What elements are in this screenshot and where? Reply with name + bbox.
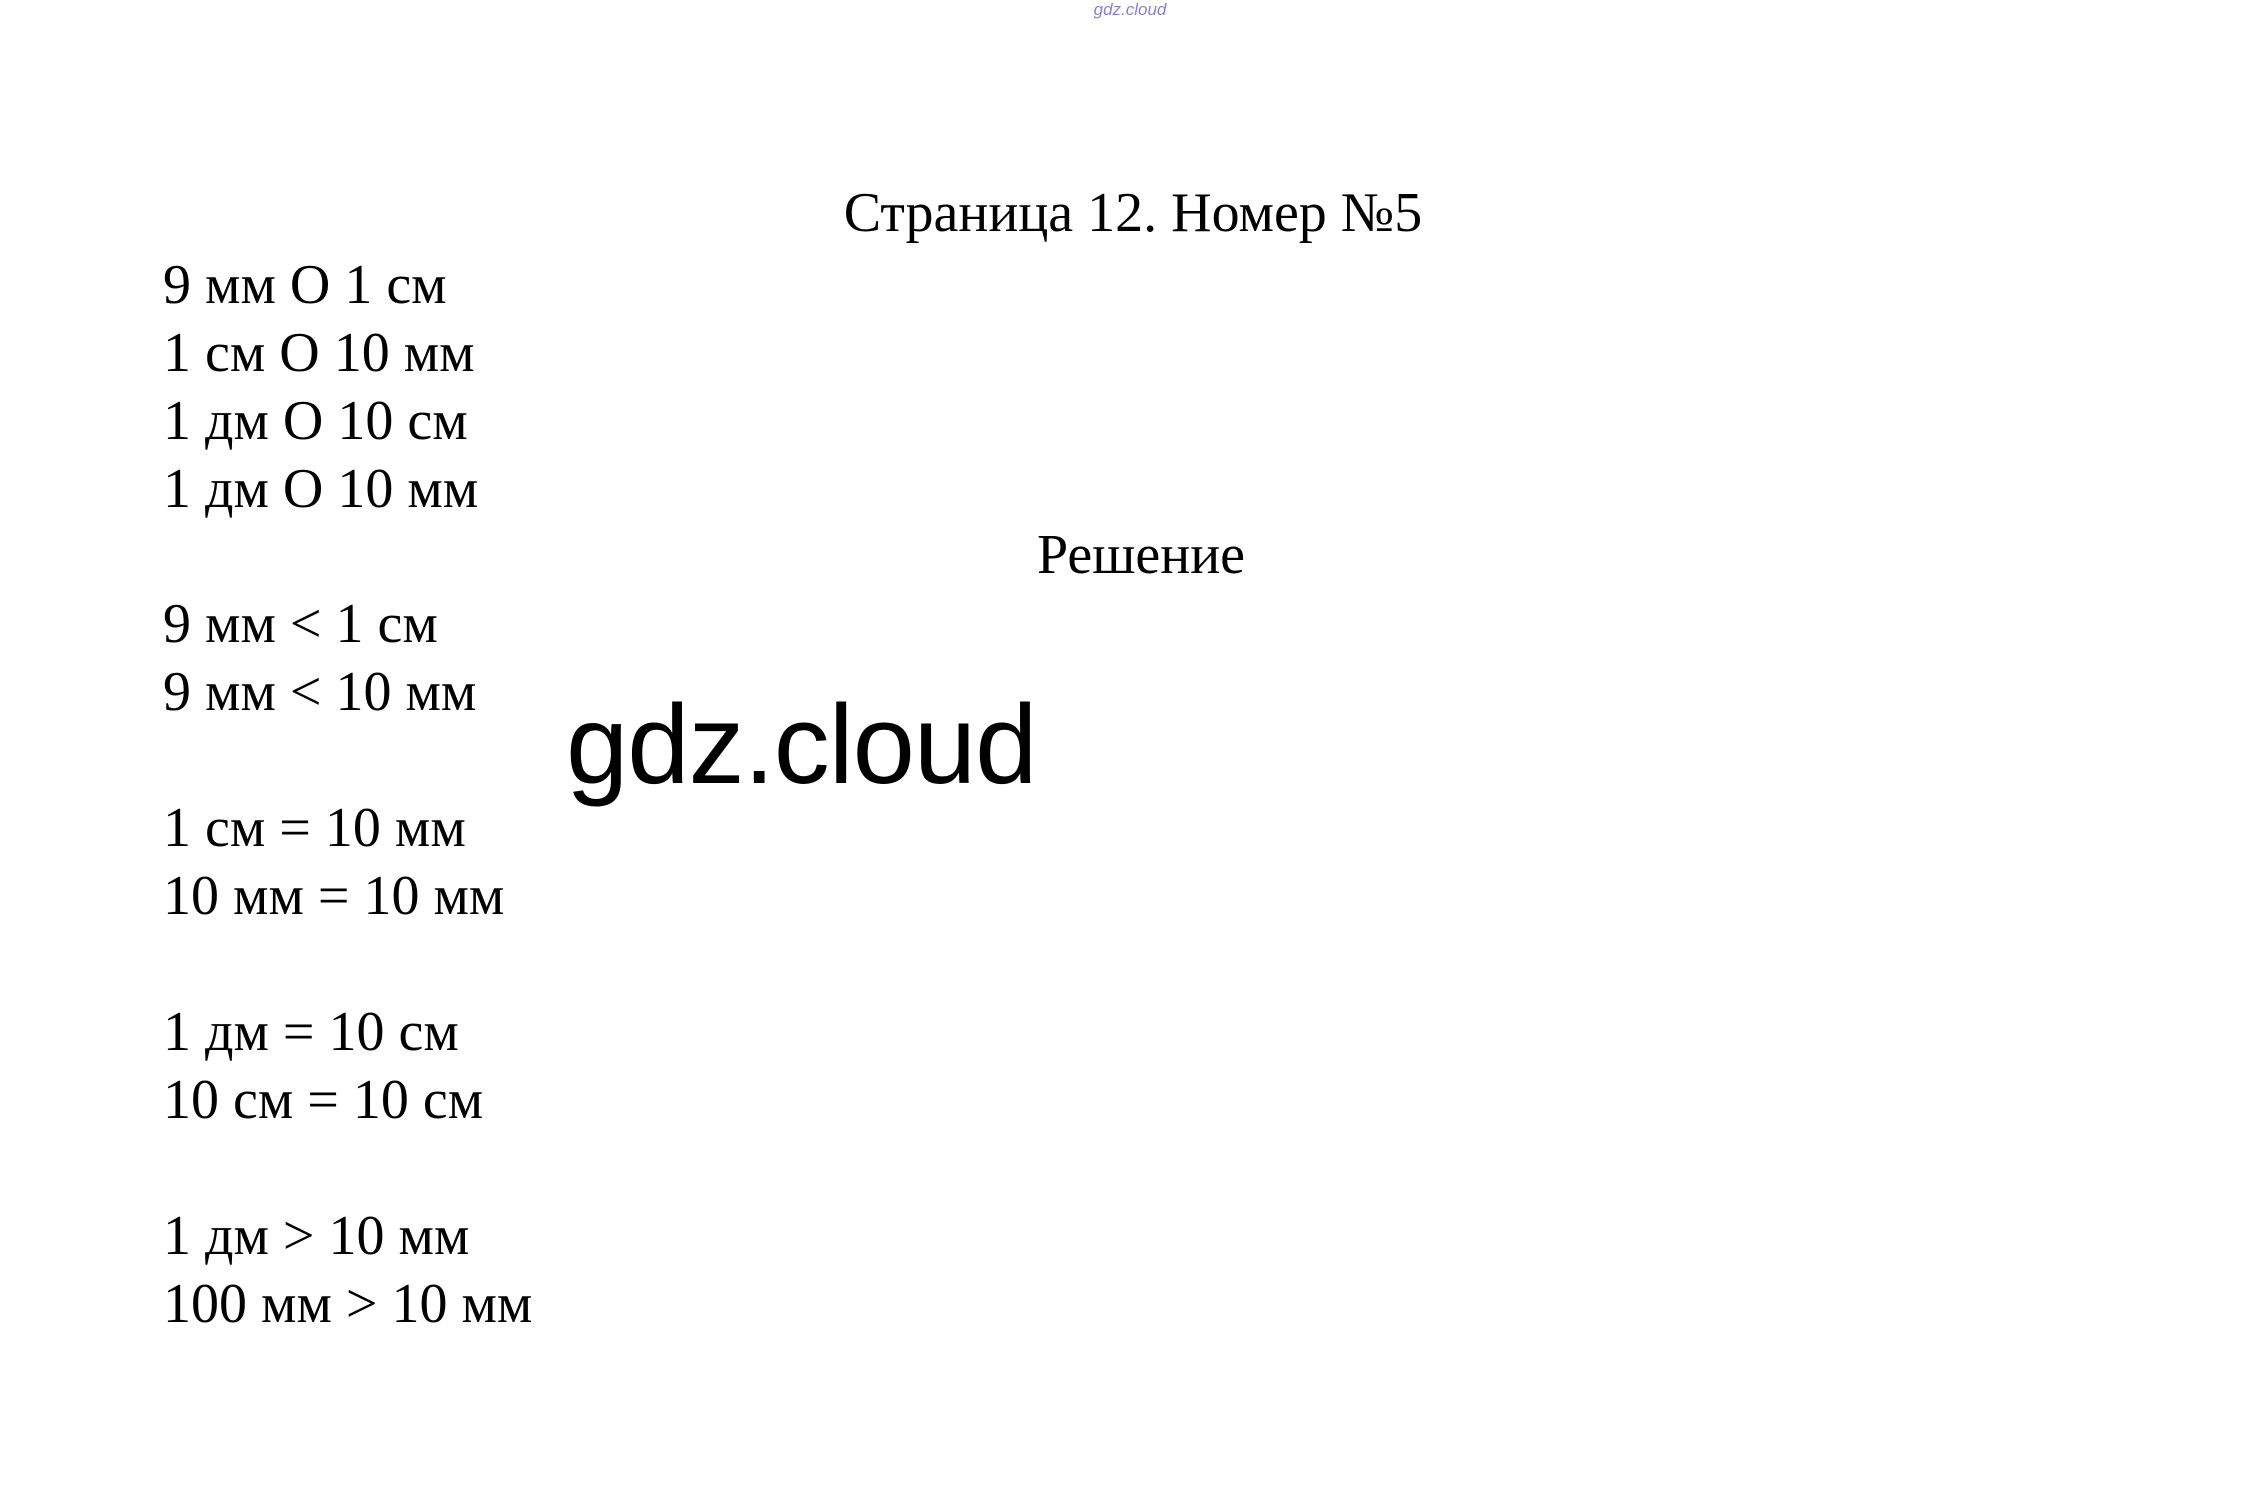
watermark-logo: gdz.cloud	[566, 682, 1037, 807]
task-line-2: 1 см O 10 мм	[163, 322, 475, 384]
solution-line: 1 см = 10 мм	[163, 797, 466, 859]
solution-line: 1 дм = 10 см	[163, 1001, 459, 1063]
task-line-1: 9 мм O 1 см	[163, 254, 447, 316]
task-line-4: 1 дм O 10 мм	[163, 458, 479, 520]
solution-line: 100 мм > 10 мм	[163, 1273, 533, 1335]
page-title: Страница 12. Номер №5	[843, 182, 1423, 244]
solution-line: 9 мм < 1 см	[163, 593, 438, 655]
task-line-3: 1 дм O 10 см	[163, 390, 468, 452]
solution-line: 10 мм = 10 мм	[163, 865, 505, 927]
top-watermark: gdz.cloud	[1093, 0, 1167, 19]
solution-heading: Решение	[1036, 524, 1246, 586]
solution-line: 9 мм < 10 мм	[163, 661, 477, 723]
solution-line: 1 дм > 10 мм	[163, 1205, 470, 1267]
solution-line: 10 см = 10 см	[163, 1069, 484, 1131]
